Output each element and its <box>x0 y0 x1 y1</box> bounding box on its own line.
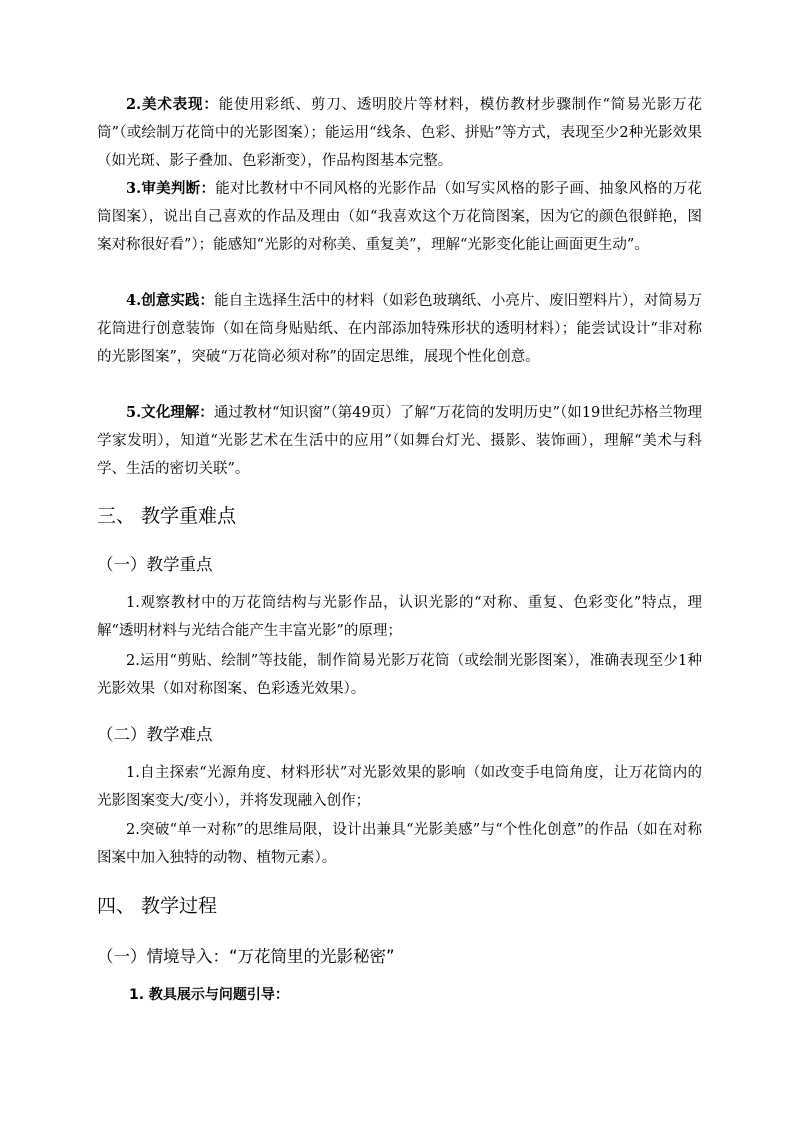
objective-text: 能对比教材中不同风格的光影作品（如写实风格的影子画、抽象风格的万花筒图案），说出自己喜欢的作品及理由（如“我喜欢这个万花筒图案，因为它的颜色很鲜艳，图案对称很好看”）；能感知“光影的对称美、重复美”，理解“光影变化能让画面更生动”。 <box>97 181 703 253</box>
section-heading: 四、 教学过程 <box>97 895 218 917</box>
step-heading: 1. 教具展示与问题引导： <box>129 987 289 1003</box>
objective-lead: 5.文化理解 <box>126 404 200 421</box>
subsection-heading: （一）教学重点 <box>97 555 213 574</box>
key-point-item: 2.运用“剪贴、绘制”等技能，制作简易光影万花筒（或绘制光影图案），准确表现至少1种光影效果（如对称图案、色彩透光效果）。 <box>97 653 702 697</box>
objective-paragraph <box>97 175 702 259</box>
difficulty-item: 1.自主探索“光源角度、材料形状”对光影效果的影响（如改变手电筒角度，让万花筒内的光影图案变大/变小），并将发现融入创作； <box>97 765 702 809</box>
objective-colon: ： <box>200 180 216 197</box>
objective-text: 通过教材“知识窗”（第49页）了解“万花筒的发明历史”（如19世纪苏格兰物理学家发明），知道“光影艺术在生活中的应用”（如舞台灯光、摄影、装饰画），理解“美术与科学、生活的密切关联”。 <box>97 405 703 477</box>
objective-lead: 2.美术表现 <box>126 96 204 113</box>
objective-colon: ： <box>199 404 214 421</box>
objective-lead: 3.审美判断 <box>126 180 201 197</box>
objective-paragraph <box>97 287 702 371</box>
section-heading: 三、 教学重难点 <box>97 505 237 527</box>
objective-colon: ： <box>203 96 219 113</box>
objective-paragraph <box>97 91 702 175</box>
objective-text: 能使用彩纸、剪刀、透明胶片等材料，模仿教材步骤制作“简易光影万花筒”（或绘制万花筒中的光影图案）；能运用“线条、色彩、拼贴”等方式，表现至少2种光影效果（如光斑、影子叠加、色彩渐变），作品构图基本完整。 <box>97 97 702 169</box>
subsection-heading: （一）情境导入：“万花筒里的光影秘密” <box>97 947 395 966</box>
objective-lead: 4.创意实践 <box>126 292 200 309</box>
subsection-heading: （二）教学难点 <box>97 725 213 744</box>
objective-text: 能自主选择生活中的材料（如彩色玻璃纸、小亮片、废旧塑料片），对简易万花筒进行创意装饰（如在筒身贴贴纸、在内部添加特殊形状的透明材料）；能尝试设计“非对称的光影图案”，突破“万花筒必须对称”的固定思维，展现个性化创意。 <box>97 293 703 365</box>
objective-paragraph <box>97 399 702 483</box>
difficulty-item: 2.突破“单一对称”的思维局限，设计出兼具“光影美感”与“个性化创意”的作品（如在对称图案中加入独特的动物、植物元素）。 <box>97 822 702 866</box>
objective-colon: ： <box>199 292 215 309</box>
key-point-item: 1.观察教材中的万花筒结构与光影作品，认识光影的“对称、重复、色彩变化”特点，理解“透明材料与光结合能产生丰富光影”的原理； <box>97 595 702 639</box>
